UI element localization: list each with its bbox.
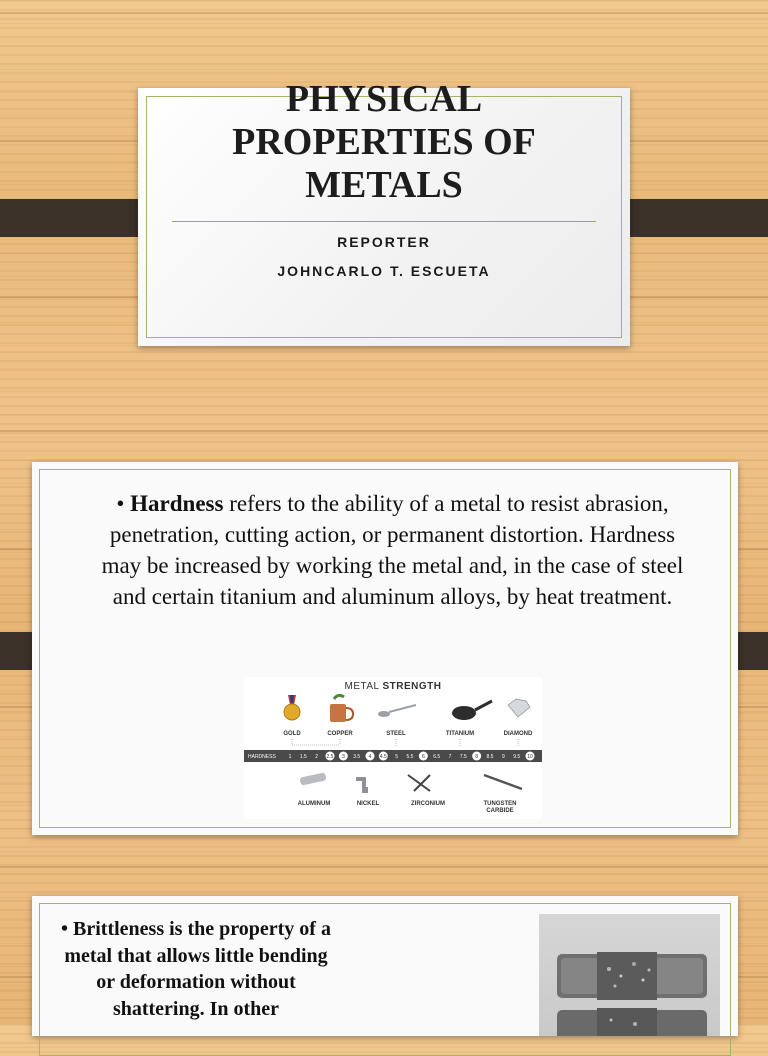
nickel-faucet-icon <box>356 777 368 793</box>
brittleness-paragraph: • Brittleness is the property of a metal that allows little bending or deformation without shattering. In other <box>61 918 331 1020</box>
reporter-label: REPORTER <box>337 234 431 250</box>
label-diamond: DIAMOND <box>503 731 533 737</box>
slide-title <box>138 78 630 207</box>
hardness-definition: refers to the ability of a metal to resist abrasion, penetration, cutting action, or permanent distortion. Hardness may be increased by working the metal and, in the case of steel and certain titanium and aluminum alloys, by heat treatment. <box>101 491 684 609</box>
label-copper: COPPER <box>327 731 353 737</box>
wood-seam <box>0 12 768 14</box>
title-line: PROPERTIES OF <box>232 121 536 163</box>
scale-tick-label: 1 <box>288 754 292 760</box>
zirconium-tool-icon <box>408 775 430 791</box>
figure-title: METAL STRENGTH <box>344 681 442 692</box>
scale-tick-label: 9.5 <box>513 754 521 760</box>
scale-tick-label: 4 <box>368 754 372 760</box>
label-steel: STEEL <box>386 731 406 737</box>
label-aluminum: ALUMINUM <box>297 801 331 807</box>
scale-tick-label: 6.5 <box>433 754 441 760</box>
scale-tick-label: 7.5 <box>459 754 467 760</box>
hardness-paragraph <box>92 488 693 612</box>
scale-tick-label: 7 <box>448 754 452 760</box>
label-carbide: CARBIDE <box>486 808 514 814</box>
diamond-icon <box>508 699 530 717</box>
title-slide <box>138 78 630 346</box>
scale-tick-label: 3 <box>341 754 345 760</box>
reporter-name: JOHNCARLO T. ESCUETA <box>277 263 491 279</box>
scale-tick-label: 2 <box>315 754 319 760</box>
bullet: • <box>116 491 125 516</box>
brittleness-slide <box>32 896 738 1036</box>
hardness-slide <box>32 462 738 835</box>
scale-tick-label: 9 <box>501 754 505 760</box>
gold-medal-icon <box>284 695 300 720</box>
titanium-pan-icon <box>452 701 492 720</box>
scale-tick-label: 1.5 <box>299 754 307 760</box>
scale-tick-label: 2.5 <box>326 754 334 760</box>
decorative-band-left <box>0 199 156 237</box>
metal-strength-figure <box>244 677 542 819</box>
scale-label: HARDNESS <box>248 754 276 760</box>
aluminum-foil-icon <box>299 772 326 785</box>
title-divider <box>172 221 596 222</box>
label-zirconium: ZIRCONIUM <box>411 801 445 807</box>
scale-tick-label: 8.5 <box>486 754 494 760</box>
scale-tick-label: 3.5 <box>353 754 361 760</box>
hardness-term: Hardness <box>130 491 224 516</box>
tungsten-drill-icon <box>484 775 522 789</box>
scale-tick-label: 4.5 <box>379 754 387 760</box>
scale-tick-label: 8 <box>475 754 479 760</box>
metal-strength-diagram <box>244 677 542 819</box>
brittle-metal-photo <box>539 914 720 1036</box>
title-line: PHYSICAL <box>285 78 483 120</box>
steel-spoon-icon <box>378 705 416 717</box>
copper-mug-icon <box>330 695 353 722</box>
scale-tick-label: 5.5 <box>406 754 414 760</box>
label-gold: GOLD <box>283 731 301 737</box>
scale-tick-label: 5 <box>395 754 399 760</box>
title-line: METALS <box>305 164 463 206</box>
wood-seam <box>0 866 768 868</box>
label-tungsten: TUNGSTEN <box>483 801 517 807</box>
decorative-band-right <box>612 199 768 237</box>
label-nickel: NICKEL <box>356 801 380 807</box>
label-titanium: TITANIUM <box>445 731 475 737</box>
scale-tick-label: 10 <box>527 754 533 760</box>
wood-seam <box>0 430 768 432</box>
scale-tick-label: 6 <box>421 754 425 760</box>
